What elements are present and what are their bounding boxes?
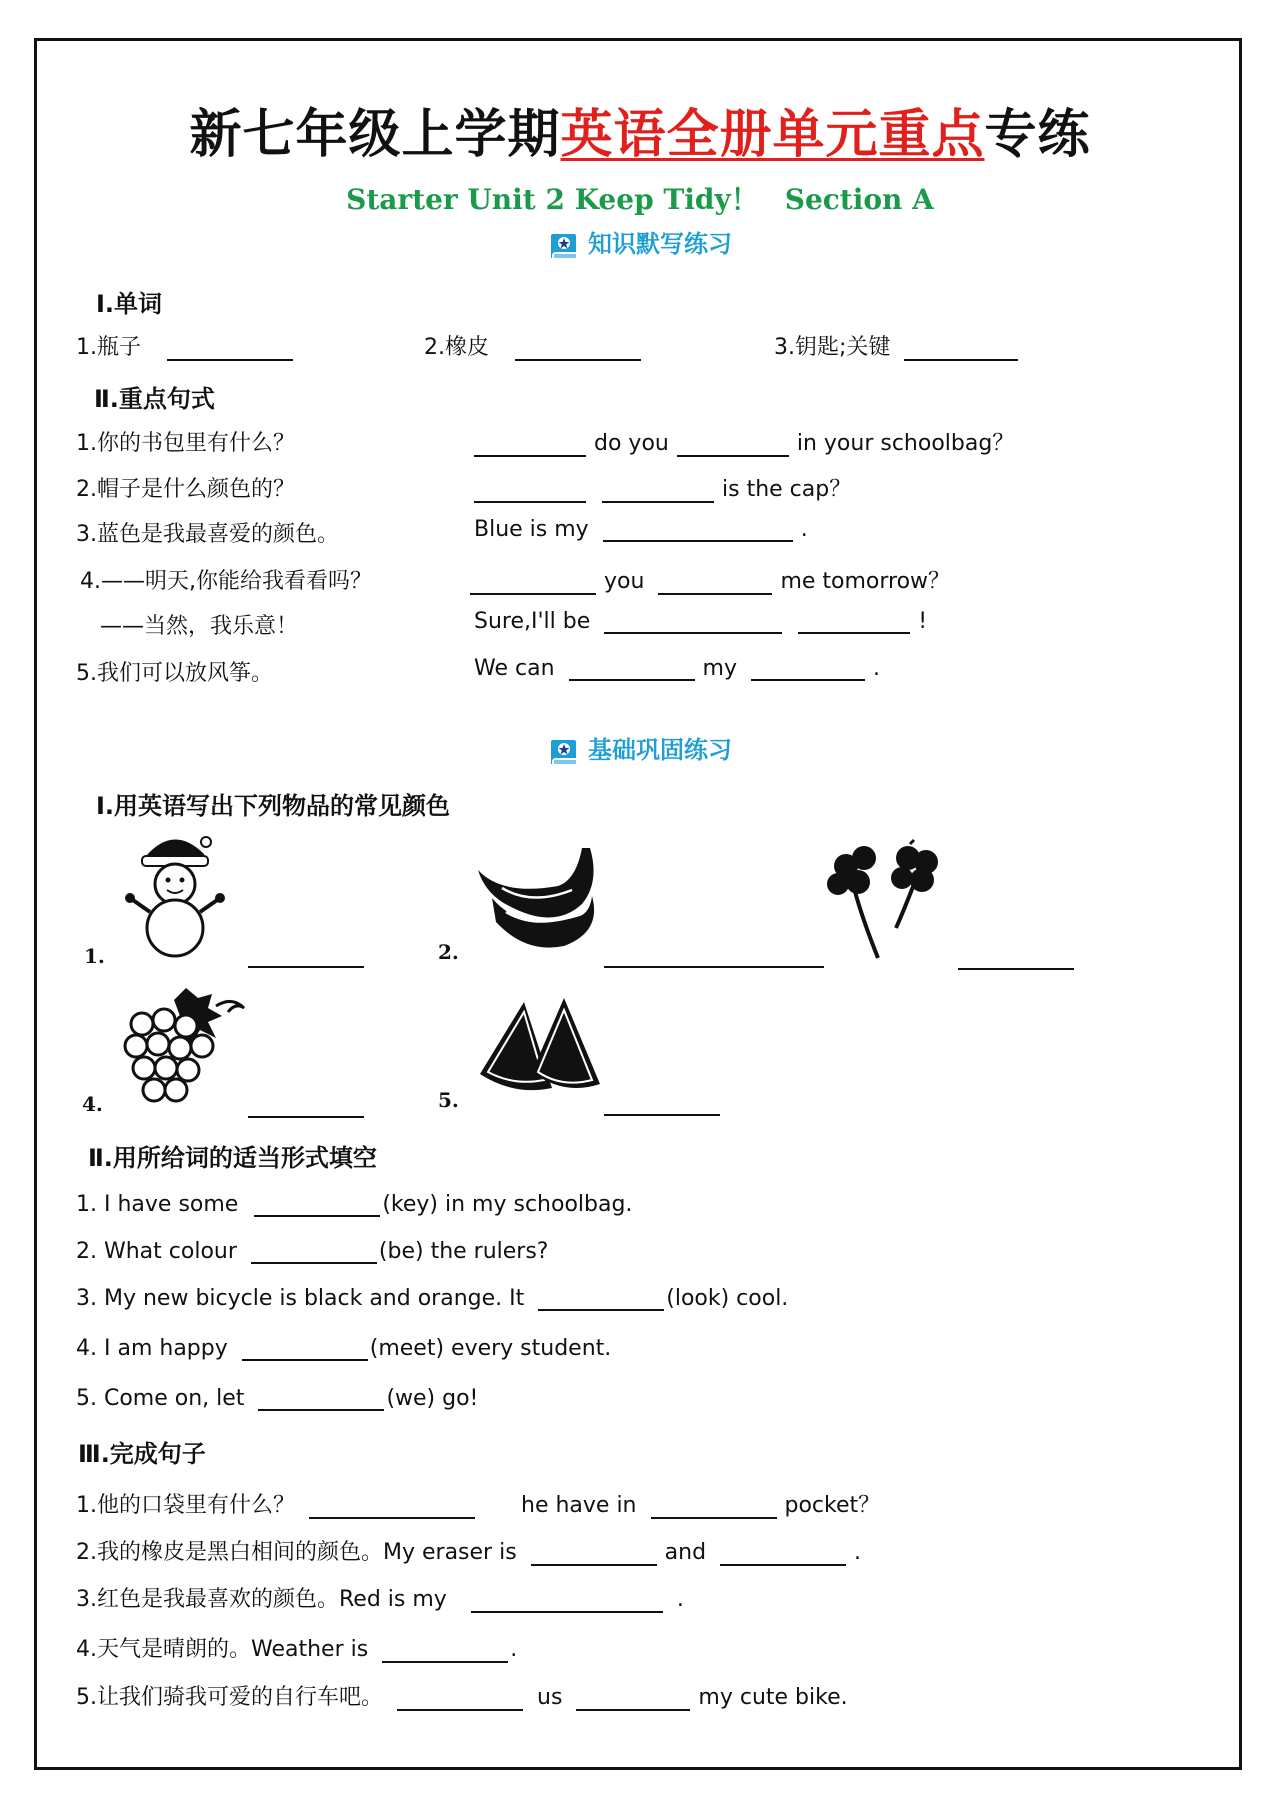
answer-blank[interactable] xyxy=(604,944,824,968)
answer-blank[interactable] xyxy=(471,1589,663,1613)
answer-blank[interactable] xyxy=(251,1240,377,1264)
answer-blank[interactable] xyxy=(569,657,695,681)
answer-blank[interactable] xyxy=(474,433,586,457)
complete-text: 2.我的橡皮是黑白相间的颜色。My eraser is xyxy=(76,1540,517,1565)
sentence-2-cn: 2.帽子是什么颜色的？ xyxy=(76,477,295,502)
complete-text: . xyxy=(676,1587,684,1612)
answer-blank[interactable] xyxy=(576,1687,690,1711)
complete-item-2 xyxy=(76,1535,861,1566)
item-number: 1. xyxy=(84,944,105,968)
answer-blank[interactable] xyxy=(248,1094,364,1118)
answer-blank[interactable] xyxy=(248,944,364,968)
complete-text: . xyxy=(854,1540,862,1565)
answer-blank[interactable] xyxy=(382,1639,508,1663)
vocab-heading: Ⅰ.单词 xyxy=(96,290,163,318)
complete-item-4 xyxy=(76,1632,517,1663)
answer-blank[interactable] xyxy=(604,1092,720,1116)
vocab-item-3 xyxy=(774,330,1026,361)
sentence-text: me tomorrow？ xyxy=(780,569,951,594)
badge-knowledge-text: 知识默写练习 xyxy=(588,229,732,258)
star-book-icon xyxy=(548,232,578,260)
complete-text: and xyxy=(664,1540,707,1565)
sentence-5-en xyxy=(474,656,880,681)
sentence-4-en xyxy=(470,564,950,595)
fill-item-1 xyxy=(76,1192,632,1217)
answer-blank[interactable] xyxy=(538,1287,664,1311)
answer-blank[interactable] xyxy=(474,479,586,503)
sentence-text: ! xyxy=(918,609,928,634)
answer-blank[interactable] xyxy=(604,610,782,634)
sentences-heading: Ⅱ.重点句式 xyxy=(94,385,215,413)
sentence-4b-en xyxy=(474,609,927,634)
answer-blank[interactable] xyxy=(651,1495,777,1519)
sentence-text: . xyxy=(800,517,808,542)
answer-blank[interactable] xyxy=(798,610,910,634)
item-number: 5. xyxy=(438,1088,459,1112)
sentence-3-cn: 3.蓝色是我最喜爱的颜色。 xyxy=(76,522,339,547)
vocab-item-3-label: 3.钥匙;关键 xyxy=(774,335,891,360)
title-part2: 英语全册单元重点 xyxy=(560,104,985,165)
sentence-5-cn: 5.我们可以放风筝。 xyxy=(76,661,273,686)
badge-practice-text: 基础巩固练习 xyxy=(588,735,732,764)
complete-text: 4.天气是晴朗的。Weather is xyxy=(76,1637,369,1662)
sentence-text: do you xyxy=(594,431,669,456)
complete-text: 1.他的口袋里有什么？ xyxy=(76,1493,295,1518)
subtitle xyxy=(0,178,1280,218)
answer-blank[interactable] xyxy=(242,1337,368,1361)
fill-text: (be) the rulers? xyxy=(378,1239,549,1264)
answer-blank[interactable] xyxy=(603,518,793,542)
vocab-item-2-label: 2.橡皮 xyxy=(424,335,489,360)
star-book-icon xyxy=(548,738,578,766)
item-number: 4. xyxy=(82,1092,103,1116)
badge-knowledge xyxy=(0,224,1280,260)
answer-blank[interactable] xyxy=(254,1193,380,1217)
item-number: 2. xyxy=(438,940,459,964)
answer-blank[interactable] xyxy=(677,433,789,457)
complete-item-3 xyxy=(76,1582,684,1613)
sentence-text: my xyxy=(702,656,737,681)
answer-blank[interactable] xyxy=(515,337,641,361)
sentence-text: Sure,I'll be xyxy=(474,609,591,634)
sentence-text: in your schoolbag？ xyxy=(796,431,1015,456)
sentence-text: . xyxy=(872,656,880,681)
sentence-2-en xyxy=(474,472,851,503)
answer-blank[interactable] xyxy=(602,479,714,503)
answer-blank[interactable] xyxy=(904,337,1018,361)
fill-item-3 xyxy=(76,1286,788,1311)
complete-item-5 xyxy=(76,1680,848,1711)
watermelon-icon xyxy=(474,992,604,1094)
fill-text: 1. I have some xyxy=(76,1192,239,1217)
complete-text: he have in xyxy=(521,1493,637,1518)
complete-text: . xyxy=(510,1637,518,1662)
page-title xyxy=(0,92,1280,167)
vocab-item-2 xyxy=(424,330,649,361)
clover-icon xyxy=(824,838,954,962)
subtitle-unit: Starter Unit 2 Keep Tidy！ xyxy=(346,183,759,216)
complete-text: 3.红色是我最喜欢的颜色。Red is my xyxy=(76,1587,447,1612)
colors-heading: Ⅰ.用英语写出下列物品的常见颜色 xyxy=(96,792,451,820)
sentence-text: is the cap？ xyxy=(722,477,852,502)
complete-item-1 xyxy=(76,1488,880,1519)
complete-heading: Ⅲ.完成句子 xyxy=(78,1440,206,1468)
complete-text: us xyxy=(537,1685,563,1710)
vocab-item-1-label: 1.瓶子 xyxy=(76,335,141,360)
sentence-1-cn: 1.你的书包里有什么？ xyxy=(76,431,295,456)
answer-blank[interactable] xyxy=(531,1542,657,1566)
sentence-4b-cn: ——当然，我乐意！ xyxy=(100,614,299,639)
answer-blank[interactable] xyxy=(958,946,1074,970)
fill-text: (key) in my schoolbag. xyxy=(382,1192,633,1217)
fill-text: (look) cool. xyxy=(666,1286,789,1311)
fill-text: 4. I am happy xyxy=(76,1336,228,1361)
fill-text: 2. What colour xyxy=(76,1239,237,1264)
sentence-text: We can xyxy=(474,656,555,681)
fill-item-4 xyxy=(76,1336,611,1361)
sentence-4-cn: 4.——明天,你能给我看看吗？ xyxy=(80,569,372,594)
subtitle-section: Section A xyxy=(784,183,934,216)
fill-text: 5. Come on, let xyxy=(76,1386,245,1411)
badge-practice xyxy=(0,730,1280,766)
title-part1: 新七年级上学期 xyxy=(189,104,561,165)
banana-icon xyxy=(472,842,604,954)
answer-blank[interactable] xyxy=(751,657,865,681)
fill-item-5 xyxy=(76,1386,478,1411)
complete-text: 5.让我们骑我可爱的自行车吧。 xyxy=(76,1685,383,1710)
sentence-text: Blue is my xyxy=(474,517,589,542)
fill-text: (we) go! xyxy=(386,1386,479,1411)
answer-blank[interactable] xyxy=(658,571,772,595)
answer-blank[interactable] xyxy=(397,1687,523,1711)
answer-blank[interactable] xyxy=(258,1387,384,1411)
sentence-text: you xyxy=(604,569,645,594)
answer-blank[interactable] xyxy=(470,571,596,595)
answer-blank[interactable] xyxy=(720,1542,846,1566)
sentence-1-en xyxy=(474,426,1014,457)
snowman-icon xyxy=(120,828,232,958)
complete-text: pocket？ xyxy=(784,1493,881,1518)
fill-text: (meet) every student. xyxy=(369,1336,612,1361)
fill-item-2 xyxy=(76,1239,548,1264)
fill-text: 3. My new bicycle is black and orange. It xyxy=(76,1286,525,1311)
complete-text: my cute bike. xyxy=(698,1685,848,1710)
sentence-3-en xyxy=(474,517,808,542)
answer-blank[interactable] xyxy=(309,1495,475,1519)
fill-heading: Ⅱ.用所给词的适当形式填空 xyxy=(88,1144,377,1172)
grapes-icon xyxy=(116,986,248,1110)
answer-blank[interactable] xyxy=(167,337,293,361)
vocab-item-1 xyxy=(76,330,301,361)
title-part3: 专练 xyxy=(984,104,1091,165)
